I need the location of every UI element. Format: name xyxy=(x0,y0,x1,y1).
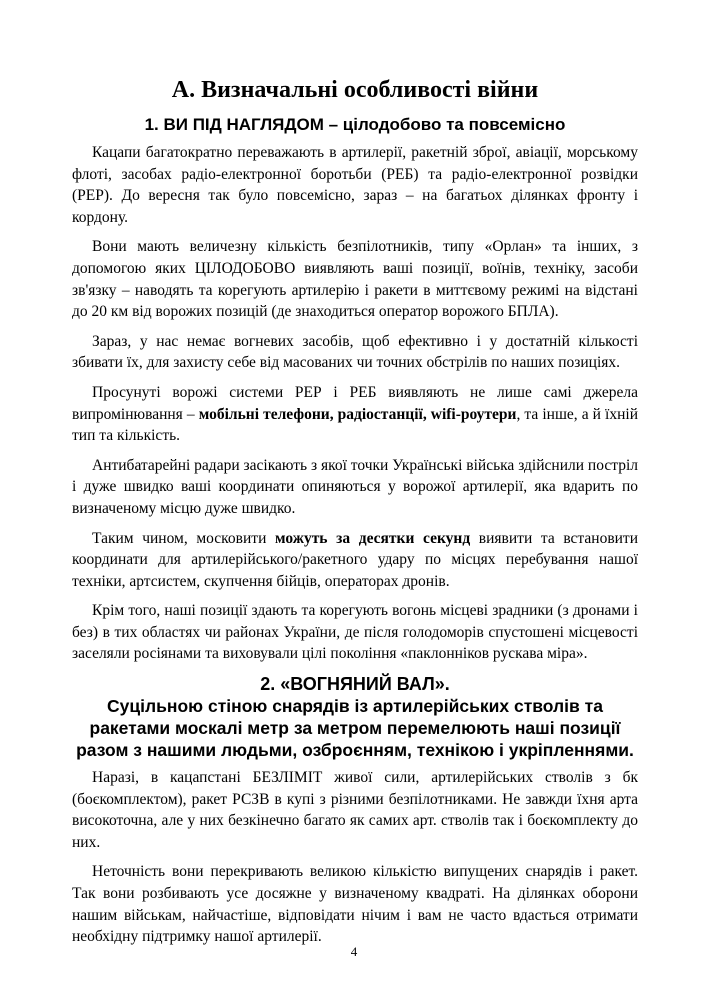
text-run: Наразі, в кацапстані БЕЗЛІМІТ живої сили, артилерійських стволів з бк (боєкомплектом), ракет РСЗВ в купі з різними безпілотниками. Не завжди їхня арта високоточна, але у них безкінечно багато як самих арт. стволів так і боєкомплекту до них. xyxy=(72,769,638,851)
text-run: Крім того, наші позиції здають та корегують вогонь місцеві зрадники (з дронами і без) в тих областях чи районах України, де після голодоморів спустошені місцевості заселяли росіянами та виховували цілі покоління «паклонніков рускава міра». xyxy=(72,602,638,663)
paragraph xyxy=(72,236,638,322)
paragraph xyxy=(72,382,638,447)
paragraph xyxy=(72,861,638,947)
section-1-heading: 1. ВИ ПІД НАГЛЯДОМ – цілодобово та повсемісно xyxy=(144,115,566,134)
section-2 xyxy=(72,673,638,948)
section-2-body xyxy=(72,767,638,948)
text-run: Зараз, у нас немає вогневих засобів, щоб ефективно і у достатній кількості збивати їх, для захисту себе від масованих чи точних обстрілів по наших позиціях. xyxy=(72,332,638,372)
text-run: , та інше, а й їхній тип та кількість. xyxy=(72,405,639,445)
text-run: виявити та встановити координати для артилерійського/ракетного удару по місцях перебування нашої техніки, артсистем, скупчення бійців, операторах дронів. xyxy=(72,529,638,590)
text-run: Просунуті ворожі системи РЕР і РЕБ виявляють не лише самі джерела випромінювання – xyxy=(72,383,638,423)
paragraph xyxy=(72,142,638,228)
section-1 xyxy=(72,114,638,665)
section-1-body xyxy=(72,142,638,665)
paragraph xyxy=(72,331,638,374)
text-run: Антибатарейні радари засікають з якої точки Українські війська здійснили постріл і дуже швидко ваші координати опиняються у ворожої артилерії, яка вдарить по визначеному місцю дуже швидко. xyxy=(72,456,638,517)
paragraph xyxy=(72,455,638,520)
paragraph xyxy=(72,767,638,853)
text-run: Вони мають величезну кількість безпілотників, типу «Орлан» та інших, з допомогою яких ЦІЛОДОБОВО виявляють ваші позиції, воїнів, техніку, засоби зв'язку – наводять та корегують артилерію і ракети в миттєвому режимі на відстані до 20 км від ворожих позицій (де знаходиться оператор ворожого БПЛА). xyxy=(72,238,638,321)
text-run: Таким чином, московити xyxy=(92,529,275,547)
text-run: Кацапи багатократно переважають в артилерії, ракетній зброї, авіації, морському флоті, засобах радіо-електронної боротьби (РЕБ) та радіо-електронної розвідки (РЕР). До вересня так було повсемісно, зараз – на багатьох ділянках фронту і кордону. xyxy=(72,144,638,226)
paragraph xyxy=(72,600,638,665)
paragraph xyxy=(72,528,638,593)
bold-text-run: можуть за десятки секунд xyxy=(274,529,471,547)
page-number: 4 xyxy=(350,944,358,959)
page-title: А. Визначальні особливості війни xyxy=(171,77,539,103)
page-content xyxy=(72,76,638,956)
text-run: Неточність вони перекривають великою кількістю випущених снарядів і ракет. Так вони розбивають усе досяжне у визначеному квадраті. На ділянках оборони нашим військам, найчастіше, відповідати нічим і вам не часто вдасться отримати необхідну підтримку нашої артилерії. xyxy=(72,863,638,946)
section-2-heading: 2. «ВОГНЯНИЙ ВАЛ». xyxy=(260,674,450,695)
section-2-subheading: Суцільною стіною снарядів із артилерійських стволів та ракетами москалі метр за метром перемелюють наші позиції разом з нашими людьми, озброєнням, технікою і укріпленнями. xyxy=(76,696,634,761)
bold-text-run: мобільні телефони, радіостанції, wifi-роутери xyxy=(198,405,517,423)
